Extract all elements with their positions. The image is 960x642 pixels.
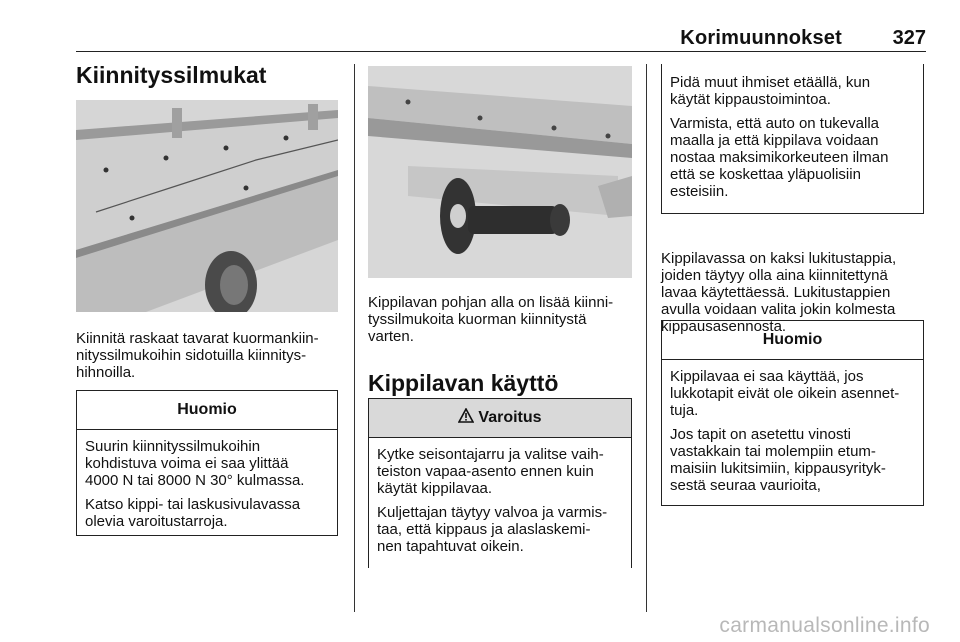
warning-paragraph: Kytke seisontajarru ja valitse vaih- teiston vapaa-asento ennen kuin käytät kippilavaa. (377, 446, 604, 497)
section-title-tie-down-loops: Kiinnityssilmukat (76, 62, 267, 88)
figure-tipper-underside-illustration (368, 66, 632, 278)
warning-paragraph: Varmista, että auto on tukevalla maalla ja että kippilava voidaan nostaa maksimikorkeuteen ilman että se koskettaa yläpuolisiin esteisiin. (670, 115, 889, 200)
warning-paragraph: Kuljettajan täytyy valvoa ja varmis- taa, että kippaus ja alaslaskemi- nen tapahtuvat oikein. (377, 504, 608, 555)
note-title: Huomio (662, 321, 923, 360)
warning-continued-body (662, 64, 923, 213)
warning-title: Varoitus (478, 409, 542, 426)
note-paragraph: Jos tapit on asetettu vinosti vastakkain tai molempiin etum- maisiin lukitsimiin, kippausyrityk- sestä seuraa vaurioita, (670, 426, 886, 494)
note-body (662, 360, 923, 507)
note-box-max-force (76, 390, 338, 536)
warning-header (369, 399, 631, 438)
warning-box (368, 398, 632, 568)
warning-body (369, 438, 631, 568)
note-paragraph: Suurin kiinnityssilmukoihin kohdistuva voima ei saa ylittää 4000 N tai 8000 N 30° kulmassa. (85, 438, 305, 489)
chapter-title: Korimuunnokset (680, 27, 842, 49)
note-title: Huomio (77, 391, 337, 430)
watermark-text: carmanualsonline.info (719, 614, 930, 637)
warning-box-continued (661, 64, 924, 214)
warning-triangle-icon (458, 408, 474, 428)
tie-down-paragraph: Kiinnitä raskaat tavarat kuormankiin- nityssilmukoihin sidotuilla kiinnitys- hihnoilla. (76, 330, 319, 381)
note-body (77, 430, 337, 543)
warning-paragraph: Pidä muut ihmiset etäällä, kun käytät kippaustoimintoa. (670, 74, 871, 108)
locking-pins-paragraph: Kippilavassa on kaksi lukitustappia, joiden täytyy olla aina kiinnitettynä lavaa käytettäessä. Lukitustappien avulla voidaan valita jokin kolmesta kippausasennosta. (661, 250, 897, 335)
column-separator (646, 64, 647, 612)
figure-truck-bed-illustration (76, 100, 338, 312)
page-number: 327 (892, 27, 926, 49)
column-separator (354, 64, 355, 612)
tipper-underside-drawing (368, 66, 632, 278)
header-rule (76, 51, 926, 52)
truck-bed-drawing (76, 100, 338, 312)
extra-loops-paragraph: Kippilavan pohjan alla on lisää kiinni- tyssilmukoita kuorman kiinnitystä varten. (368, 294, 614, 345)
note-box-locking-pins (661, 320, 924, 506)
note-paragraph: Katso kippi- tai laskusivulavassa olevia varoitustarroja. (85, 496, 301, 530)
note-paragraph: Kippilavaa ei saa käyttää, jos lukkotapit eivät ole oikein asennet- tuja. (670, 368, 900, 419)
section-title-tipper-use: Kippilavan käyttö (368, 370, 559, 396)
